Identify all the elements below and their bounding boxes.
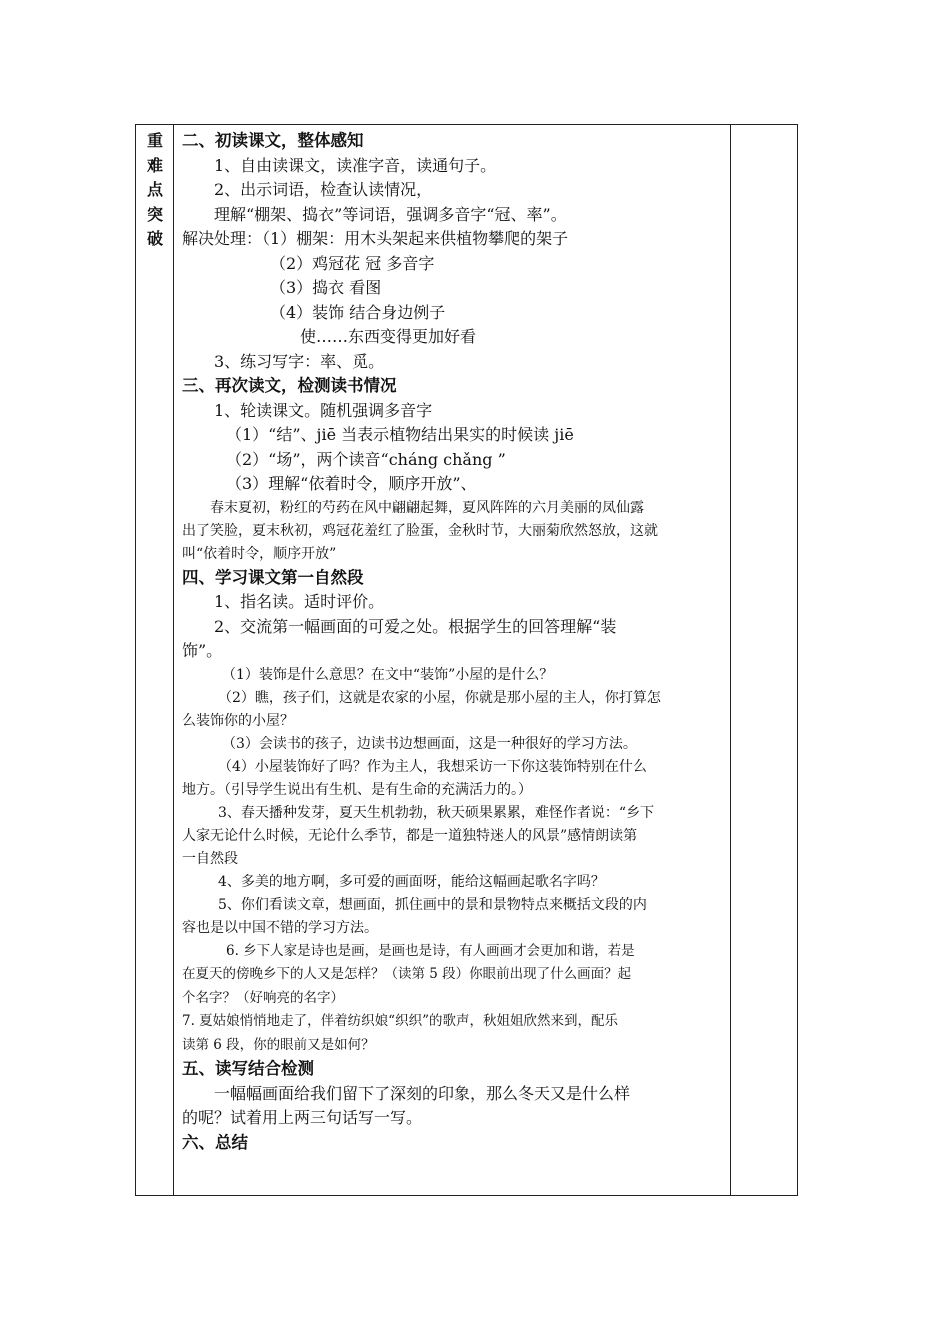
section-label-char: 重	[146, 131, 163, 150]
content-line: 理解“棚架、捣衣”等词语，强调多音字“冠、率”。	[214, 204, 567, 224]
section-heading: 五、读写结合检测	[182, 1059, 314, 1078]
section-heading: 二、初读课文，整体感知	[182, 131, 364, 150]
content-line: 人家无论什么时候，无论什么季节，都是一道独特迷人的风景”感情朗读第	[182, 827, 638, 844]
content-line: 么装饰你的小屋？	[182, 712, 294, 729]
content-line: （2）“场”，两个读音“cháng chǎng ”	[226, 449, 506, 469]
content-line: 使……东西变得更加好看	[300, 327, 477, 346]
content-line: 读第 6 段，你的眼前又是如何？	[182, 1036, 375, 1053]
section-heading: 四、学习课文第一自然段	[182, 567, 364, 587]
content-line: 7. 夏姑娘悄悄地走了，伴着纺织娘“织织”的歌声，秋姐姐欣然来到，配乐	[182, 1013, 618, 1029]
section-label-char: 点	[146, 180, 163, 199]
content-line: 1、轮读课文。随机强调多音字	[214, 400, 433, 420]
content-line: （2）鸡冠花 冠 多音字	[270, 253, 435, 273]
section-label-char: 突	[146, 204, 163, 224]
lesson-plan-table	[135, 124, 798, 1196]
content-line: 在夏天的傍晚乡下的人又是怎样？（读第 5 段）你眼前出现了什么画面？起	[182, 966, 632, 982]
content-line: （2）瞧，孩子们，这就是农家的小屋，你就是那小屋的主人，你打算怎	[218, 689, 661, 706]
content-line: 解决处理：（1）棚架：用木头架起来供植物攀爬的架子	[182, 229, 569, 248]
content-line: 出了笑脸，夏末秋初，鸡冠花羞红了脸蛋，金秋时节，大丽菊欣然怒放，这就	[182, 522, 658, 539]
content-line: 一幅幅画面给我们留下了深刻的印象，那么冬天又是什么样	[214, 1083, 631, 1103]
content-line: 2、交流第一幅画面的可爱之处。根据学生的回答理解“装	[214, 616, 617, 636]
content-line: 一自然段	[182, 850, 238, 867]
content-line: 1、指名读。适时评价。	[214, 592, 385, 611]
content-line: （4）装饰 结合身边例子	[270, 302, 446, 322]
section-heading: 三、再次读文，检测读书情况	[182, 376, 397, 395]
content-line: 春末夏初，粉红的芍药在风中翩翩起舞，夏风阵阵的六月美丽的凤仙露	[210, 499, 644, 516]
section-label-cell	[136, 125, 174, 1195]
content-line: 个名字？（好响亮的名字）	[182, 989, 344, 1006]
section-label-char: 破	[146, 229, 163, 248]
notes-cell	[731, 125, 797, 1195]
content-line: （3）会读书的孩子，边读书边想画面，这是一种很好的学习方法。	[222, 735, 637, 752]
content-line: （4）小屋装饰好了吗？作为主人，我想采访一下你这装饰特别在什么	[218, 758, 647, 775]
content-line: 3、练习写字：率、觅。	[214, 351, 385, 371]
content-line: 6. 乡下人家是诗也是画，是画也是诗，有人画画才会更加和谐，若是	[226, 942, 635, 959]
content-line: （3）理解“依着时令，顺序开放”、	[226, 474, 477, 493]
content-line: 2、出示词语，检查认读情况，	[214, 180, 433, 199]
section-label-char: 难	[146, 155, 163, 175]
content-cell	[174, 125, 731, 1195]
content-line: 叫“依着时令，顺序开放”	[182, 545, 337, 562]
content-line: 1、自由读课文，读准字音，读通句子。	[214, 155, 497, 175]
section-label	[136, 129, 174, 252]
content-line: （1）“结”、jiē 当表示植物结出果实的时候读 jiē	[226, 425, 574, 444]
content-line: 饰”。	[182, 641, 223, 660]
content-line: （3）捣衣 看图	[270, 278, 382, 297]
content-line: 5、你们看读文章，想画面，抓住画中的景和景物特点来概括文段的内	[218, 896, 647, 913]
content-line: （1）装饰是什么意思？在文中“装饰”小屋的是什么？	[222, 666, 554, 683]
content-line: 地方。（引导学生说出有生机、是有生命的充满活力的。）	[182, 781, 532, 798]
content-line: 容也是以中国不错的学习方法。	[182, 919, 378, 936]
content-body	[182, 129, 722, 1155]
section-heading: 六、总结	[182, 1132, 248, 1152]
content-line: 3、春天播种发芽，夏天生机勃勃，秋天硕果累累，难怪作者说：“乡下	[218, 804, 655, 821]
content-line: 的呢？试着用上两三句话写一写。	[182, 1108, 423, 1127]
content-line: 4、多美的地方啊，多可爱的画面呀，能给这幅画起歌名字吗？	[218, 873, 605, 890]
